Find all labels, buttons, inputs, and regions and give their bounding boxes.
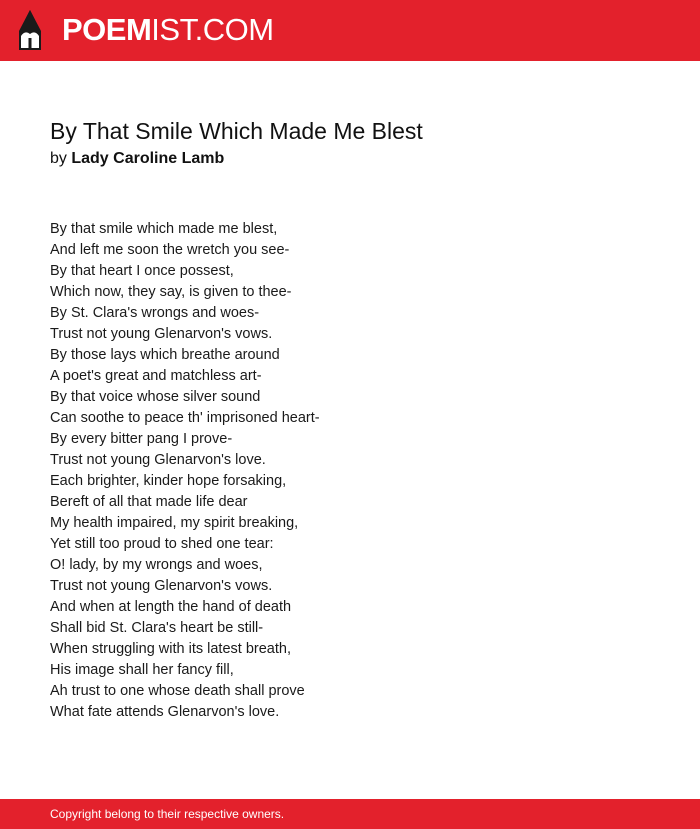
poem-line: And when at length the hand of death	[50, 599, 292, 615]
poem-line: O! lady, by my wrongs and woes,	[50, 557, 263, 573]
poem-line: My health impaired, my spirit breaking,	[50, 515, 299, 531]
poem-line: Bereft of all that made life dear	[50, 494, 248, 510]
poem-body	[50, 219, 320, 723]
poem-author: Lady Caroline Lamb	[71, 150, 225, 167]
poem-line: His image shall her fancy fill,	[50, 662, 234, 678]
poem-line: By St. Clara's wrongs and woes-	[50, 305, 260, 321]
poem-line: Each brighter, kinder hope forsaking,	[50, 473, 287, 489]
poem-line: Trust not young Glenarvon's love.	[50, 452, 266, 468]
site-footer	[0, 799, 700, 829]
poem-line: When struggling with its latest breath,	[50, 641, 291, 657]
poem-line: What fate attends Glenarvon's love.	[50, 704, 280, 720]
poem-line: Which now, they say, is given to thee-	[50, 284, 292, 300]
by-label: by	[50, 150, 67, 167]
poem-line: A poet's great and matchless art-	[50, 368, 262, 384]
poem-line: By that heart I once possest,	[50, 263, 234, 279]
poem-line: By those lays which breathe around	[50, 347, 280, 363]
poem-line: Ah trust to one whose death shall prove	[50, 683, 305, 699]
pencil-tip-icon[interactable]	[18, 9, 42, 51]
copyright-notice: Copyright belong to their respective owners.	[50, 807, 285, 821]
logo-light-part: IST.COM	[151, 12, 274, 47]
poem-line: Trust not young Glenarvon's vows.	[50, 578, 273, 594]
site-header	[0, 0, 700, 61]
poem-line: Shall bid St. Clara's heart be still-	[50, 620, 264, 636]
site-logo[interactable]	[62, 12, 274, 48]
poem-line: Yet still too proud to shed one tear:	[50, 536, 274, 552]
poem-line: By that voice whose silver sound	[50, 389, 261, 405]
poem-line: By that smile which made me blest,	[50, 221, 278, 237]
poem-line: Can soothe to peace th' imprisoned heart-	[50, 410, 320, 426]
poem-line: By every bitter pang I prove-	[50, 431, 233, 447]
poem-line: And left me soon the wretch you see-	[50, 242, 290, 258]
logo-bold-part: POEM	[62, 12, 152, 47]
poem-title: By That Smile Which Made Me Blest	[50, 118, 423, 144]
poem-byline	[50, 149, 224, 169]
poem-line: Trust not young Glenarvon's vows.	[50, 326, 273, 342]
